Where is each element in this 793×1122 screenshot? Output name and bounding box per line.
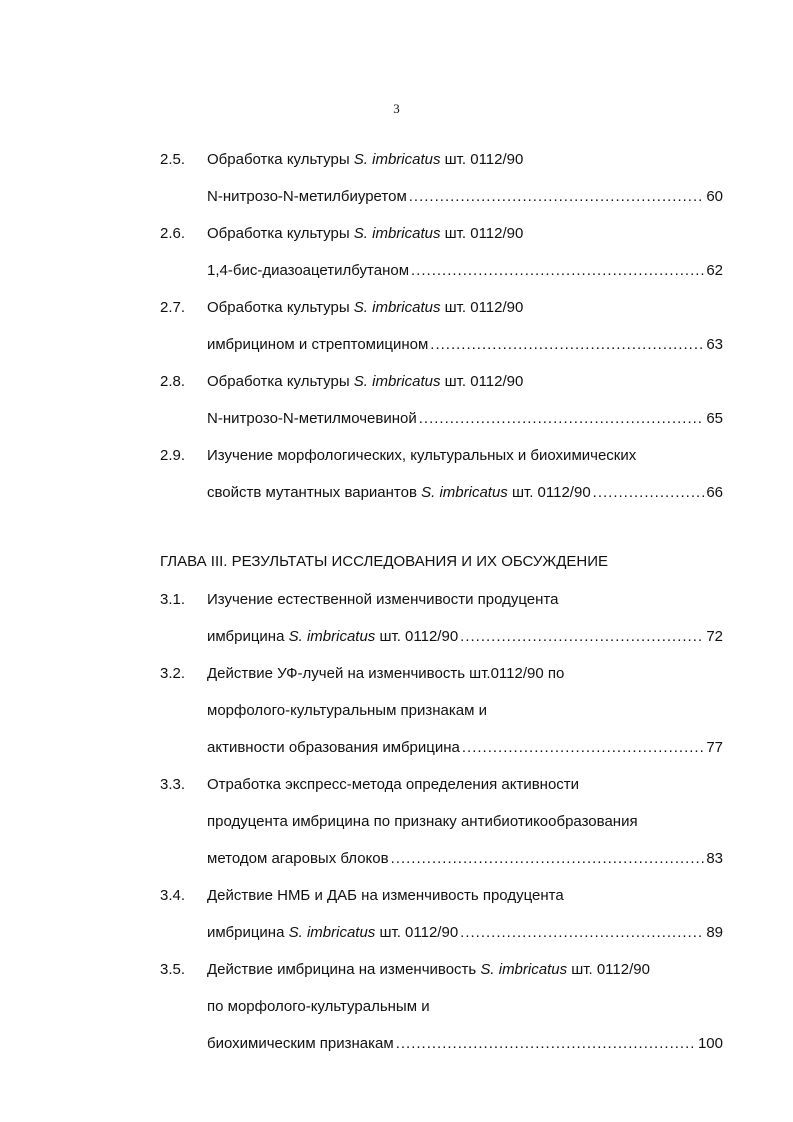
- toc-entry-number: 2.7.: [160, 299, 186, 316]
- toc-page-number: 62: [706, 262, 723, 279]
- dot-leader: [460, 627, 704, 647]
- toc-entry-leader-line: [207, 627, 723, 647]
- toc-entry-leader-line: [207, 923, 723, 943]
- toc-entry-title-line: Обработка культуры S. imbricatus шт. 0112/90: [207, 373, 524, 390]
- dot-leader: [460, 923, 704, 943]
- toc-entry-title-end: N-нитрозо-N-метилмочевиной: [207, 410, 417, 427]
- toc-page-number: 89: [706, 924, 723, 941]
- dot-leader: [396, 1034, 696, 1054]
- toc-entry-title-line: Обработка культуры S. imbricatus шт. 0112/90: [207, 151, 524, 168]
- toc-entry-title-line: Действие НМБ и ДАБ на изменчивость продуцента: [207, 887, 564, 904]
- toc-entry-number: 3.4.: [160, 887, 186, 904]
- toc-entry-leader-line: [207, 261, 723, 281]
- dot-leader: [430, 335, 704, 355]
- toc-entry-leader-line: [207, 738, 723, 758]
- toc-entry-title-line: продуцента имбрицина по признаку антибиотикообразования: [207, 813, 638, 830]
- dot-leader: [419, 409, 705, 429]
- toc-entry-leader-line: [207, 849, 723, 869]
- chapter-heading: ГЛАВА III. РЕЗУЛЬТАТЫ ИССЛЕДОВАНИЯ И ИХ ОБСУЖДЕНИЕ: [160, 553, 609, 570]
- toc-entry-title-line: Изучение естественной изменчивости продуцента: [207, 591, 559, 608]
- dot-leader: [411, 261, 704, 281]
- dot-leader: [593, 483, 705, 503]
- toc-entry-title-end: имбрицина S. imbricatus шт. 0112/90: [207, 924, 459, 941]
- toc-page-number: 65: [706, 410, 723, 427]
- toc-entry-title-line: Изучение морфологических, культуральных и биохимических: [207, 447, 637, 464]
- toc-page-number: 63: [706, 336, 723, 353]
- toc-page-number: 66: [706, 484, 723, 501]
- toc-entry-number: 3.3.: [160, 776, 186, 793]
- toc-page-number: 100: [697, 1035, 723, 1052]
- toc-entry-title-end: N-нитрозо-N-метилбиуретом: [207, 188, 407, 205]
- dot-leader: [391, 849, 705, 869]
- toc-page-number: 77: [706, 739, 723, 756]
- toc-entry-leader-line: [207, 335, 723, 355]
- toc-entry-number: 2.8.: [160, 373, 186, 390]
- toc-entry-title-end: биохимическим признакам: [207, 1035, 394, 1052]
- toc-entry-title-line: морфолого-культуральным признакам и: [207, 702, 487, 719]
- toc-entry-number: 2.5.: [160, 151, 186, 168]
- toc-page-number: 72: [706, 628, 723, 645]
- toc-entry-leader-line: [207, 409, 723, 429]
- toc-entry-title-line: Действие имбрицина на изменчивость S. imbricatus шт. 0112/90: [207, 961, 650, 978]
- toc-entry-leader-line: [207, 483, 723, 503]
- toc-entry-number: 3.2.: [160, 665, 186, 682]
- toc-entry-leader-line: [207, 187, 723, 207]
- dot-leader: [462, 738, 704, 758]
- toc-entry-title-end: 1,4-бис-диазоацетилбутаном: [207, 262, 410, 279]
- toc-entry-number: 2.9.: [160, 447, 186, 464]
- toc-entry-leader-line: [207, 1034, 723, 1054]
- toc-entry-number: 3.1.: [160, 591, 186, 608]
- toc-entry-title-line: Обработка культуры S. imbricatus шт. 0112/90: [207, 299, 524, 316]
- toc-entry-title-end: свойств мутантных вариантов S. imbricatus шт. 0112/90: [207, 484, 591, 501]
- toc-entry-title-end: имбрицина S. imbricatus шт. 0112/90: [207, 628, 459, 645]
- toc-entry-number: 3.5.: [160, 961, 186, 978]
- toc-entry-title-line: Действие УФ-лучей на изменчивость шт.0112/90 по: [207, 665, 565, 682]
- toc-page-number: 60: [706, 188, 723, 205]
- toc-page-number: 83: [706, 850, 723, 867]
- toc-entry-title-line: Обработка культуры S. imbricatus шт. 0112/90: [207, 225, 524, 242]
- toc-entry-number: 2.6.: [160, 225, 186, 242]
- dot-leader: [409, 187, 705, 207]
- toc-entry-title-line: по морфолого-культуральным и: [207, 998, 430, 1015]
- toc-entry-title-line: Отработка экспресс-метода определения активности: [207, 776, 580, 793]
- page-number: 3: [393, 101, 400, 116]
- toc-entry-title-end: методом агаровых блоков: [207, 850, 389, 867]
- toc-entry-title-end: активности образования имбрицина: [207, 739, 460, 756]
- toc-entry-title-end: имбрицином и стрептомицином: [207, 336, 429, 353]
